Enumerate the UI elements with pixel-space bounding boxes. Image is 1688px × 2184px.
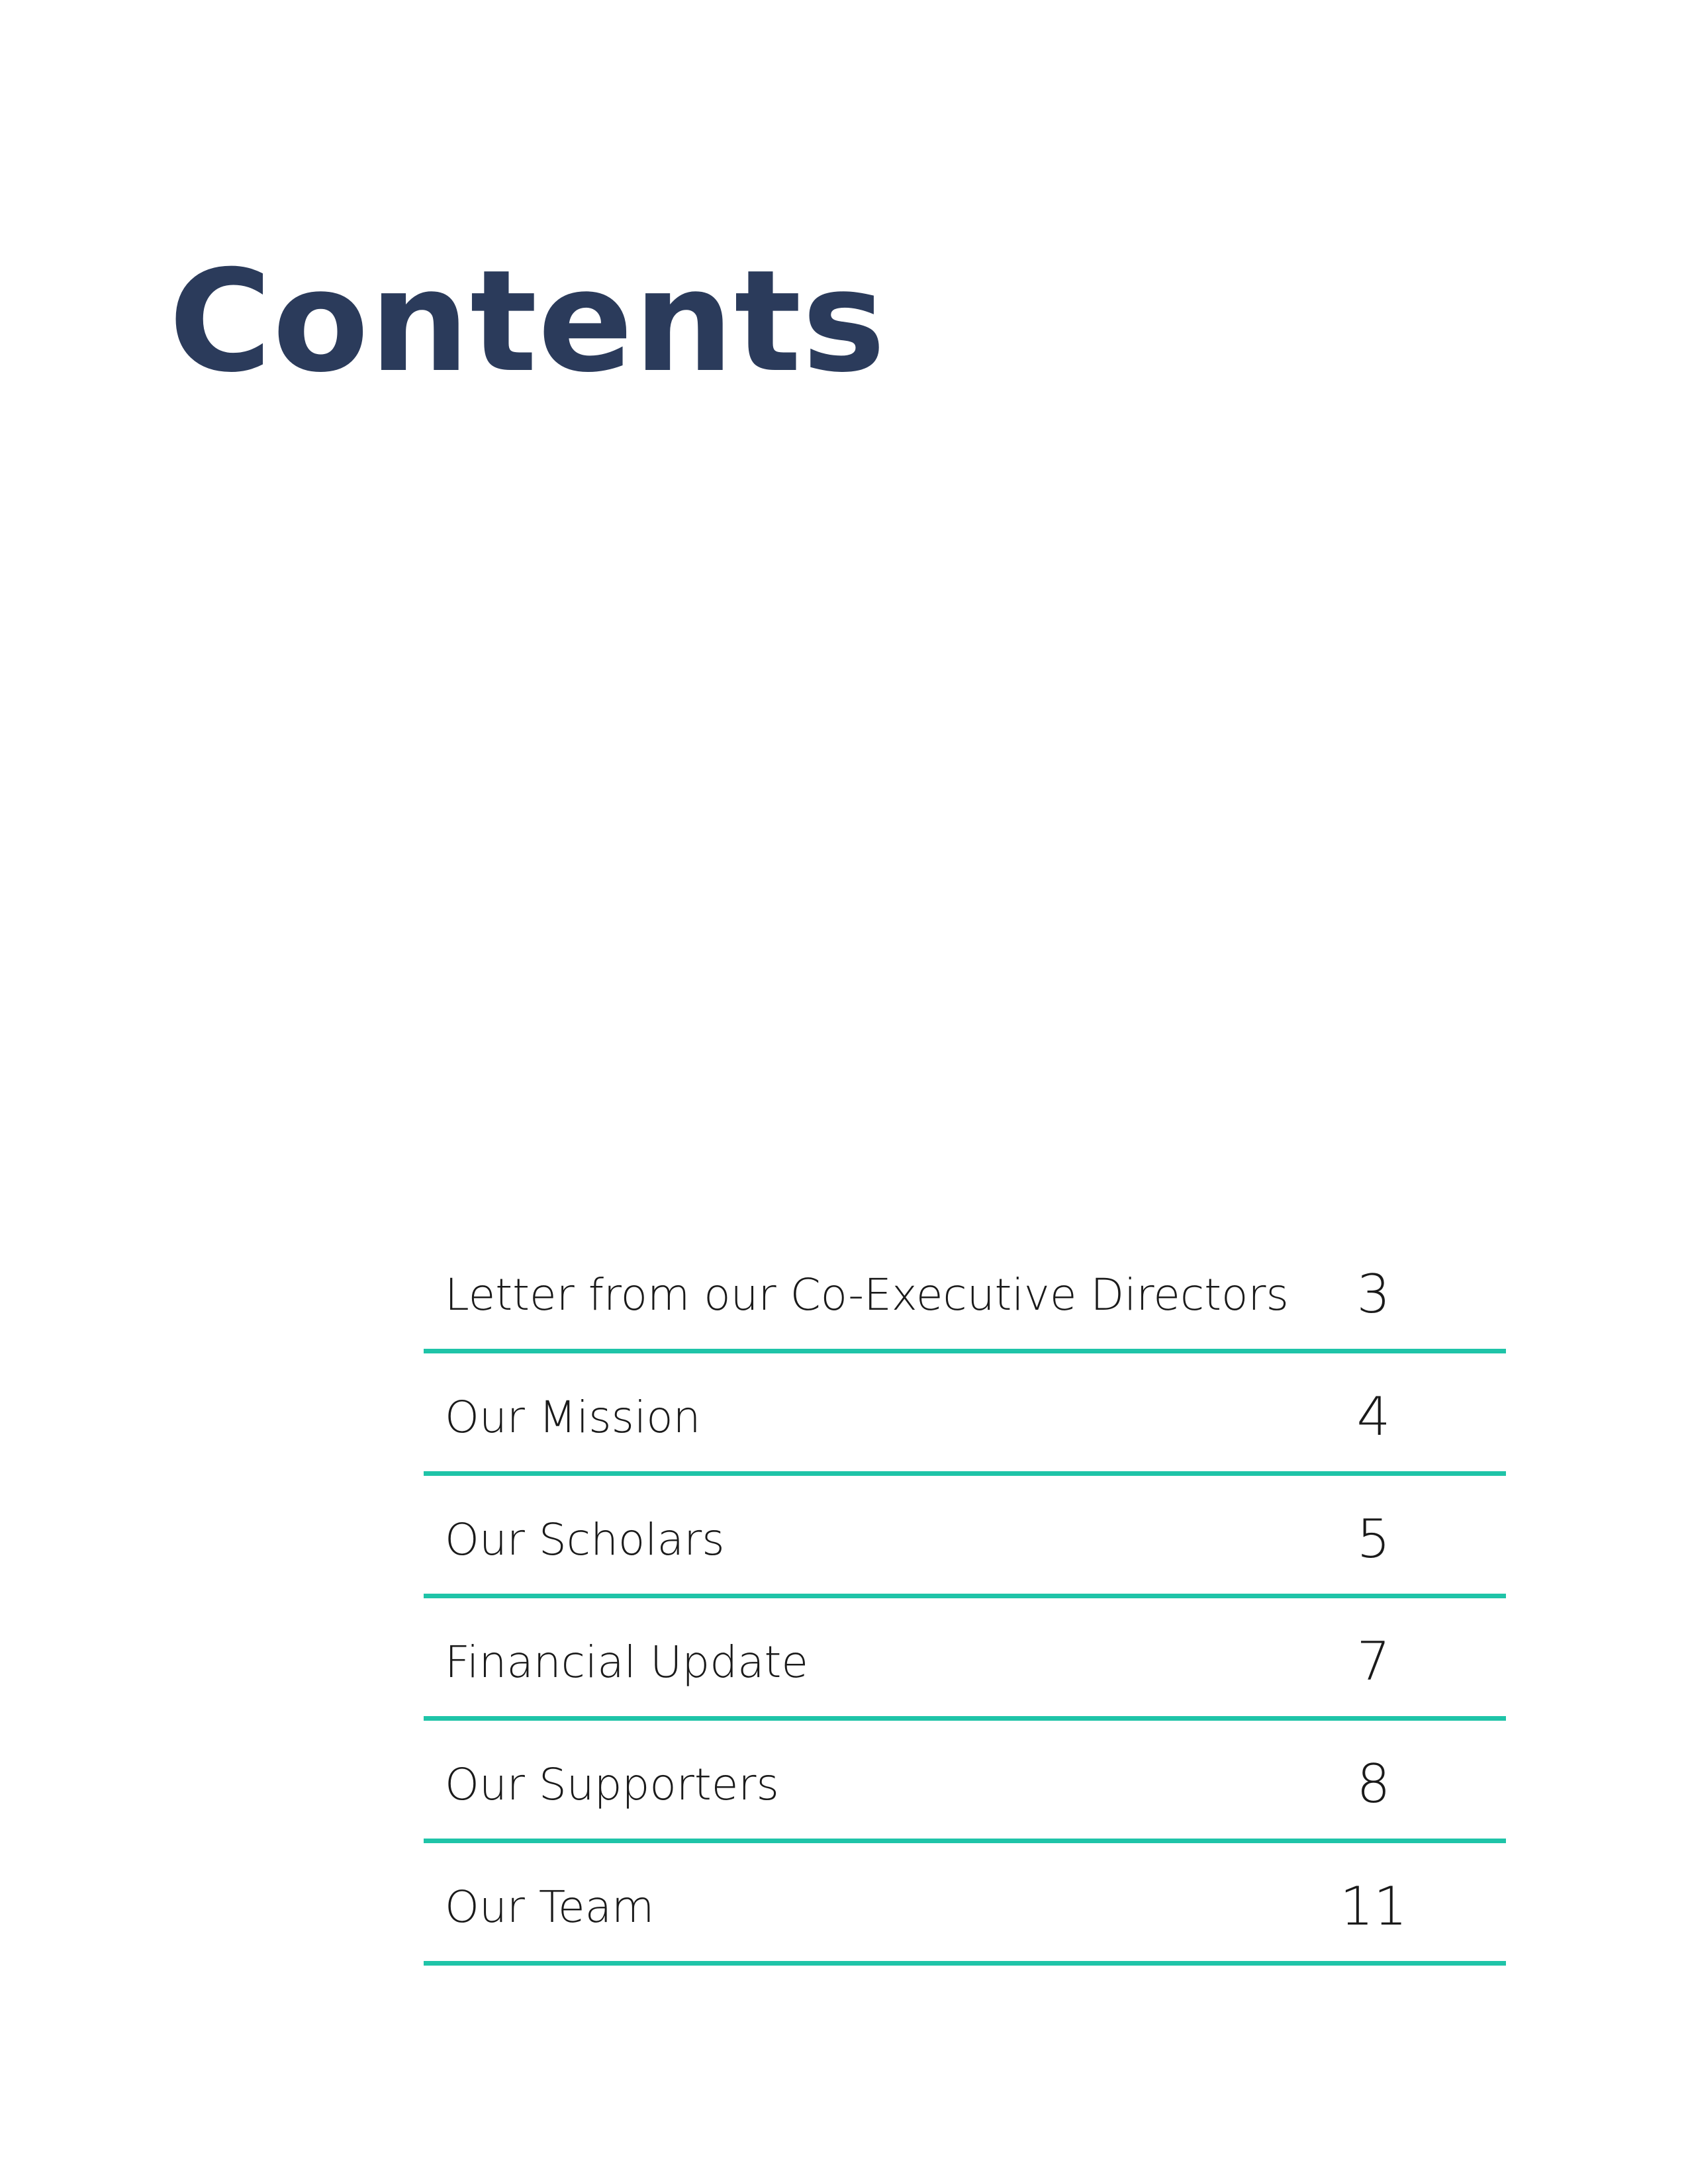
toc-entry-label: Our Team bbox=[445, 1882, 655, 1933]
toc-entry-mission[interactable] bbox=[424, 1353, 1506, 1476]
toc-entry-label: Our Scholars bbox=[445, 1514, 725, 1565]
page-title: Contents bbox=[169, 240, 886, 403]
toc-entry-page-number: 11 bbox=[1340, 1876, 1407, 1937]
toc-entry-page-number: 7 bbox=[1356, 1631, 1391, 1692]
toc-entry-financial-update[interactable] bbox=[424, 1598, 1506, 1721]
toc-entry-label: Our Mission bbox=[445, 1392, 701, 1443]
toc-entry-label: Letter from our Co-Executive Directors bbox=[445, 1269, 1289, 1320]
toc-entry-label: Financial Update bbox=[445, 1637, 809, 1688]
toc-entry-team[interactable] bbox=[424, 1843, 1506, 1966]
toc-entry-letter[interactable] bbox=[424, 1231, 1506, 1353]
toc-entry-page-number: 8 bbox=[1356, 1753, 1391, 1815]
toc-entry-page-number: 3 bbox=[1356, 1263, 1391, 1325]
toc-entry-supporters[interactable] bbox=[424, 1721, 1506, 1843]
toc-entry-page-number: 5 bbox=[1356, 1508, 1391, 1570]
toc-entry-scholars[interactable] bbox=[424, 1476, 1506, 1598]
toc-entry-label: Our Supporters bbox=[445, 1759, 779, 1810]
toc-entry-page-number: 4 bbox=[1356, 1386, 1391, 1447]
table-of-contents bbox=[424, 1231, 1506, 1966]
